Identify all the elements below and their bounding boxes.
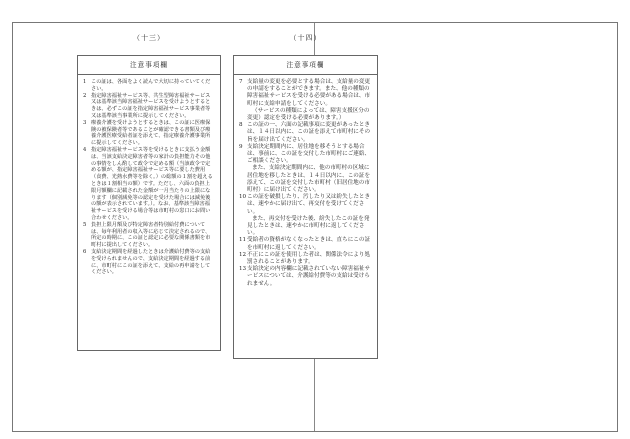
note-number: 7 — [239, 79, 243, 85]
note-number: 4 — [83, 146, 87, 153]
note-text: 療養介護を受けようとするときは、この証に医療保険の被保険者等であることが確認できる書類及び療養介護医療受給者証を添えて、指定療養介護事業所に提示してください。 — [91, 119, 211, 147]
panel-heading-13: 注意事項欄 — [78, 56, 220, 75]
note-text: 不正にこの証を使用した者は、関係法令により処罰されることがあります。 — [247, 251, 371, 266]
note-number: 1 — [83, 79, 87, 85]
note-text: 支給量の変更を必要とする場合は、支給量の変更の申請をすることができます。また、他の種類の障害福祉サービスを受ける必要がある場合は、市町村に支給申請をしてください。 — [247, 79, 371, 107]
note-number: 10 — [239, 194, 247, 201]
booklet-spread — [12, 22, 618, 432]
note-item-1 — [83, 79, 215, 93]
note-item-6 — [83, 249, 215, 276]
page-label-13: （十三） — [133, 34, 165, 42]
page-14 — [233, 34, 378, 359]
note-text: 指定障害福祉サービス等、共生型障害福祉サービス又は基準該当障害福祉サービスを受けようとするときは、必ずこの証を指定障害福祉サービス事業者等又は基準該当事業所に提示してください。 — [91, 92, 211, 119]
note-item-2 — [83, 93, 215, 120]
note-text: この証を破損したり、汚したり又は紛失したときは、速やかに届け出て、再交付を受けてください。 — [247, 194, 371, 215]
notes-list-14 — [234, 75, 377, 291]
note-supplement: （サービスの種類によっては、障害支援区分の変更）認定を受ける必要があります。） — [247, 107, 370, 122]
note-item-9 — [239, 144, 372, 194]
note-text: 支給決定の内容欄に記載されていない障害福祉サービスについては、介護給付費等の支給は受けられません。 — [247, 266, 371, 287]
note-text: 指定障害福祉サービス等を受けるときに支払う金額は、当該支給決定障害者等の家計の負担能力その他の事情をしん酌して政令で定める額（当該政令で定める額が、指定障害福祉サービス等に要した費用（食費、光熱水費等を除く。）の総額の１割を超えるときは１割相当の額）です。ただし、六面の負担上限月額欄に記載された金額が一月当たりの上限になります（個別減免等の認定を受けた場合には減免後の額が表示されています。）。なお、基準該当障害福祉サービスを受ける場合等は市町村の窓口にお問い合わせください。 — [91, 146, 213, 221]
note-text: この証の一、六面の記載事項に変更があったときは、１４日以内に、この証を添えて市町村にその旨を届け出てください。 — [247, 122, 371, 143]
note-item-3 — [83, 120, 215, 147]
note-item-7 — [239, 79, 372, 122]
notes-panel-13 — [77, 55, 221, 351]
note-number: 2 — [83, 92, 87, 99]
note-text: 支給決定期間を経過したときは介護給付費等の支給を受けられませんので、支給決定期間を経過する前に、市町村にこの証を添えて、支給の再申請をしてください。 — [91, 248, 211, 276]
note-number: 6 — [83, 248, 87, 255]
note-number: 9 — [239, 143, 243, 150]
note-item-4 — [83, 147, 215, 222]
note-item-10 — [239, 194, 372, 237]
note-text: この証は、各面をよく読んで大切に持っていてください。 — [91, 79, 211, 92]
note-number: 5 — [83, 221, 87, 228]
notes-list-13 — [78, 75, 220, 279]
note-number: 8 — [239, 122, 243, 129]
note-number: 12 — [239, 251, 247, 258]
page-13 — [77, 34, 221, 351]
note-item-12 — [239, 252, 372, 266]
page-label-14: （十四） — [289, 34, 322, 42]
note-number: 3 — [83, 119, 87, 126]
note-supplement: また、再交付を受けた後、紛失したこの証を発見したときは、速やかに市町村に返してください。 — [247, 215, 370, 237]
note-item-8 — [239, 122, 372, 144]
notes-panel-14 — [233, 55, 378, 359]
note-item-5 — [83, 222, 215, 249]
note-number: 11 — [239, 237, 247, 244]
panel-heading-14: 注意事項欄 — [234, 56, 377, 75]
note-item-11 — [239, 237, 372, 251]
note-text: 支給決定期間内に、居住地を移そうとする場合は、事前に、この証を交付した市町村にご連絡、ご相談ください。 — [247, 143, 371, 165]
note-text: 負担上限月額及び特定障害者特別給付費については、毎年利用者の収入等に応じて決定されるので、所定の時期に、この証と認定に必要な関係書類を市町村に提出してください。 — [91, 221, 211, 249]
note-supplement: また、支給決定期間内に、他の市町村の区域に居住地を移したときは、１４日以内に、この証を添えて、この証を交付した市町村（旧居住地の市町村）に届け出てください。 — [247, 165, 371, 194]
note-text: 受給者の資格がなくなったときは、直ちにこの証を市町村に返してください。 — [247, 237, 371, 251]
note-item-13 — [239, 266, 372, 288]
note-number: 13 — [239, 266, 247, 273]
